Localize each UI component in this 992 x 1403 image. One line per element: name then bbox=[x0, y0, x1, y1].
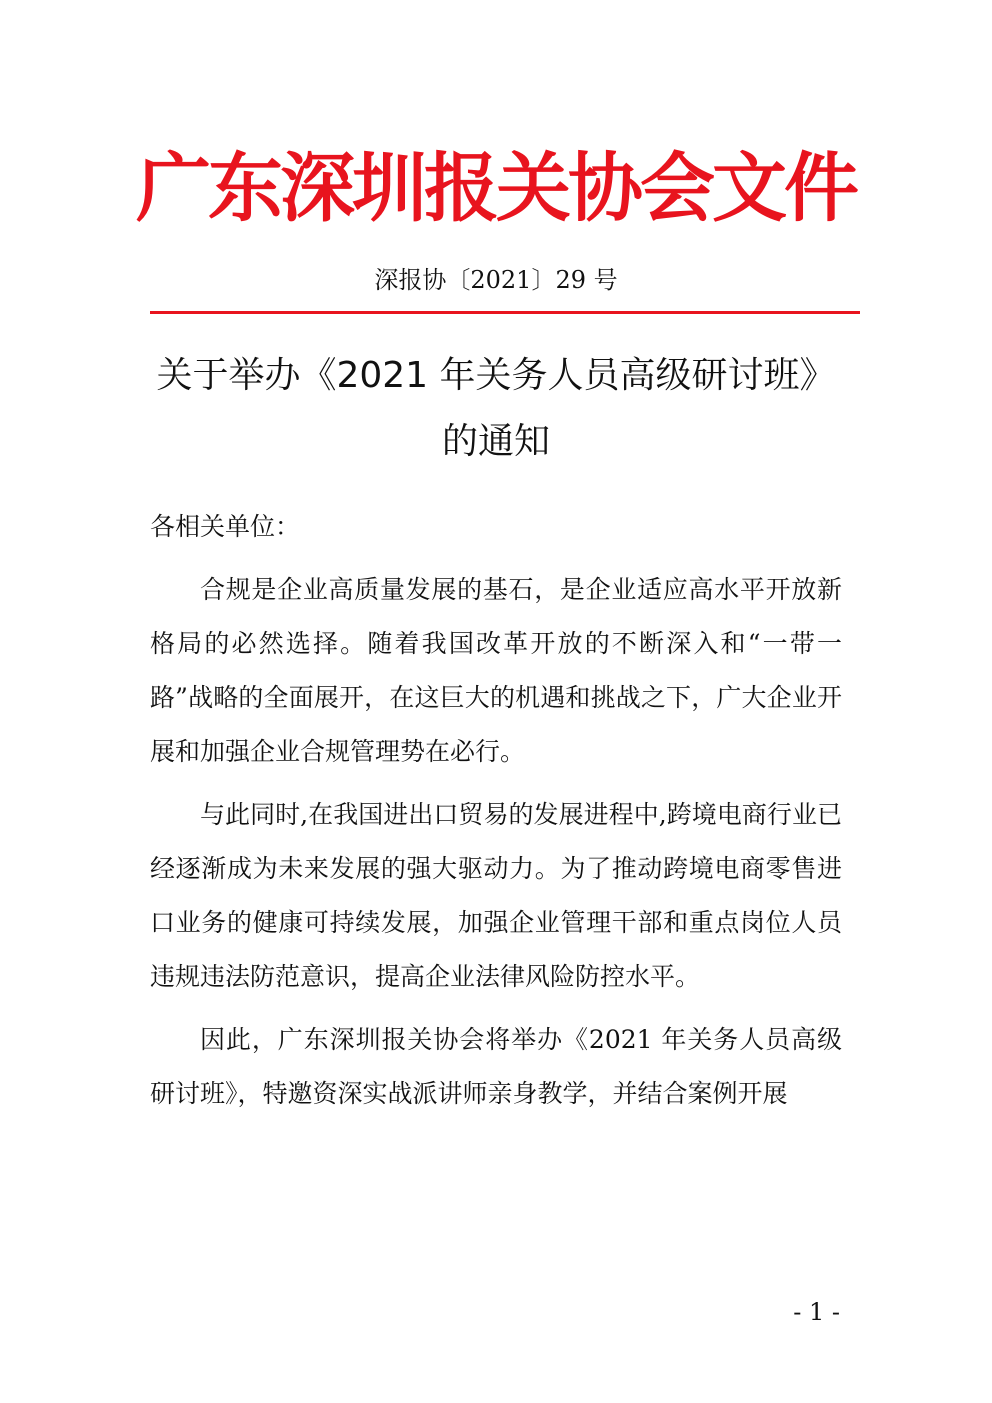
document-header-title: 广东深圳报关协会文件 bbox=[135, 144, 856, 232]
body-paragraph-2: 与此同时,在我国进出口贸易的发展进程中,跨境电商行业已经逐渐成为未来发展的强大驱动力。为了推动跨境电商零售进口业务的健康可持续发展，加强企业管理干部和重点岗位人员违规违法防范意识，提高企业法律风险防控水平。 bbox=[150, 800, 842, 991]
page-number: - 1 - bbox=[793, 1298, 840, 1326]
notice-title-line-1: 关于举办《2021 年关务人员高级研讨班》 bbox=[156, 355, 836, 396]
notice-title bbox=[0, 343, 992, 475]
header-divider-rule bbox=[150, 311, 860, 314]
document-body bbox=[150, 500, 842, 1130]
notice-title-line-2: 的通知 bbox=[441, 421, 550, 462]
salutation: 各相关单位： bbox=[150, 512, 301, 541]
document-number: 深报协〔2021〕29 号 bbox=[374, 266, 618, 294]
body-paragraph-1: 合规是企业高质量发展的基石，是企业适应高水平开放新格局的必然选择。随着我国改革开放的不断深入和“一带一路”战略的全面展开，在这巨大的机遇和挑战之下，广大企业开展和加强企业合规管理势在必行。 bbox=[150, 575, 842, 766]
body-paragraph-3: 因此，广东深圳报关协会将举办《2021 年关务人员高级研讨班》，特邀资深实战派讲师亲身教学，并结合案例开展 bbox=[150, 1025, 842, 1108]
